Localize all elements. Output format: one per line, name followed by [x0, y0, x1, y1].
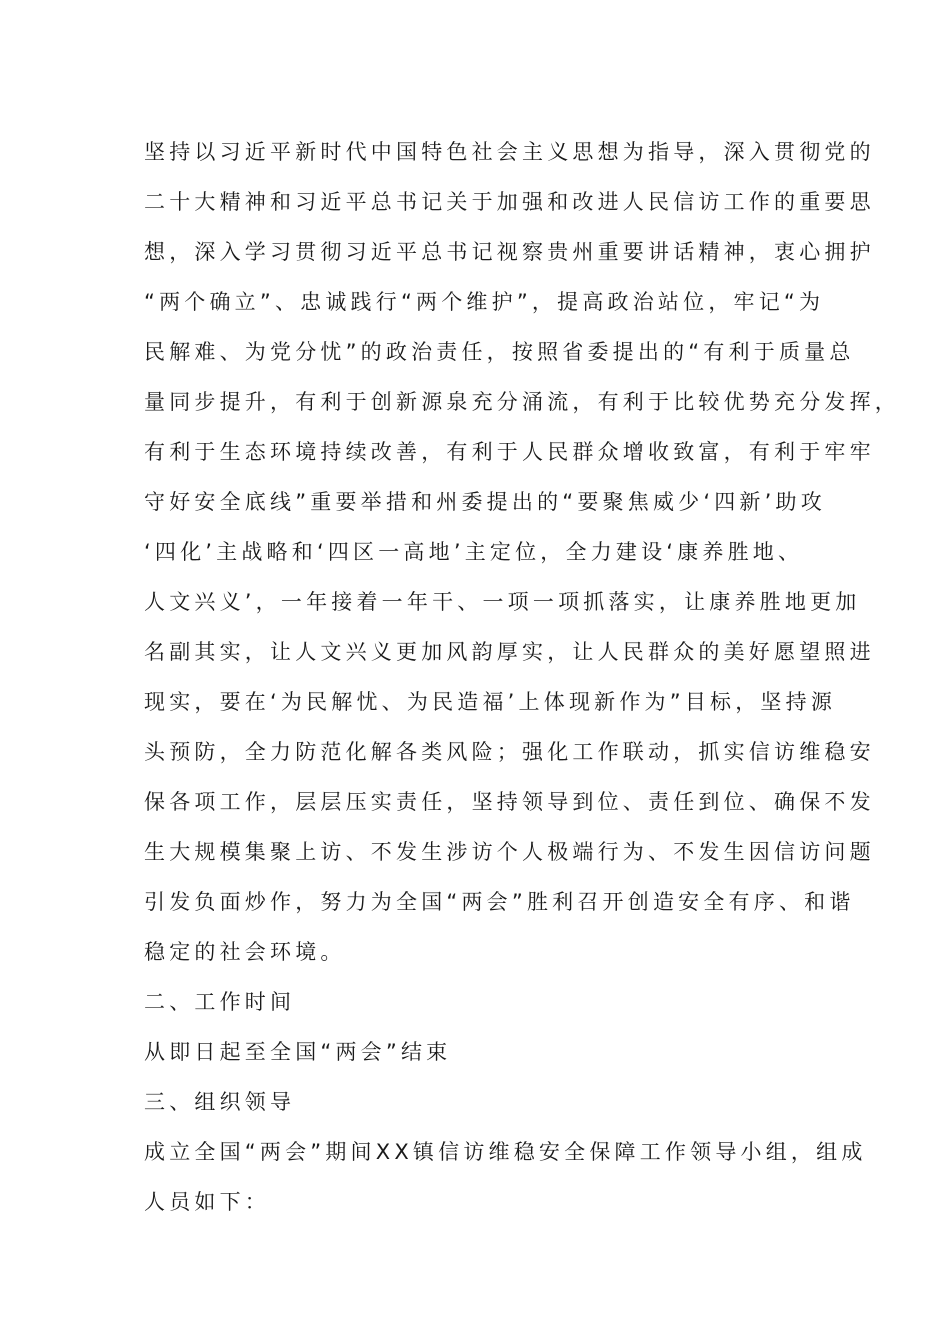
paragraph-1-line-13: 头预防，全力防范化解各类风险；强化工作联动，抓实信访维稳安	[144, 740, 875, 764]
section-3-body-line-1: 成立全国“两会”期间XX镇信访维稳安全保障工作领导小组，组成	[144, 1140, 867, 1164]
paragraph-1-line-7: 有利于生态环境持续改善，有利于人民群众增收致富，有利于牢牢	[144, 440, 875, 464]
paragraph-1-line-15: 生大规模集聚上访、不发生涉访个人极端行为、不发生因信访问题	[144, 840, 875, 864]
paragraph-1-line-4: “两个确立”、忠诚践行“两个维护”，提高政治站位，牢记“为	[144, 290, 825, 314]
paragraph-1-line-6: 量同步提升，有利于创新源泉充分涌流，有利于比较优势充分发挥，	[144, 390, 900, 414]
section-2-body: 从即日起至全国“两会”结束	[144, 1040, 452, 1064]
paragraph-1-line-9: ‘四化’主战略和‘四区一高地’主定位，全力建设‘康养胜地、	[144, 540, 804, 564]
paragraph-1-line-5: 民解难、为党分忧”的政治责任，按照省委提出的“有利于质量总	[144, 340, 855, 364]
paragraph-1-line-3: 想，深入学习贯彻习近平总书记视察贵州重要讲话精神，衷心拥护	[144, 240, 875, 264]
paragraph-1-line-10: 人文兴义’，一年接着一年干、一项一项抓落实，让康养胜地更加	[144, 590, 861, 614]
section-3-heading: 三、组织领导	[144, 1090, 296, 1114]
paragraph-1-line-14: 保各项工作，层层压实责任，坚持领导到位、责任到位、确保不发	[144, 790, 875, 814]
paragraph-1-line-12: 现实，要在‘为民解忧、为民造福’上体现新作为”目标，坚持源	[144, 690, 837, 714]
paragraph-1-line-1: 坚持以习近平新时代中国特色社会主义思想为指导，深入贯彻党的	[144, 140, 875, 164]
section-2-heading: 二、工作时间	[144, 990, 296, 1014]
paragraph-1-line-2: 二十大精神和习近平总书记关于加强和改进人民信访工作的重要思	[144, 190, 875, 214]
paragraph-1-line-17: 稳定的社会环境。	[144, 940, 346, 964]
section-3-body-line-2: 人员如下：	[144, 1190, 270, 1214]
paragraph-1-line-8: 守好安全底线”重要举措和州委提出的“要聚焦威少‘四新’助攻	[144, 490, 826, 514]
paragraph-1-line-16: 引发负面炒作，努力为全国“两会”胜利召开创造安全有序、和谐	[144, 890, 855, 914]
paragraph-1-line-11: 名副其实，让人文兴义更加风韵厚实，让人民群众的美好愿望照进	[144, 640, 875, 664]
